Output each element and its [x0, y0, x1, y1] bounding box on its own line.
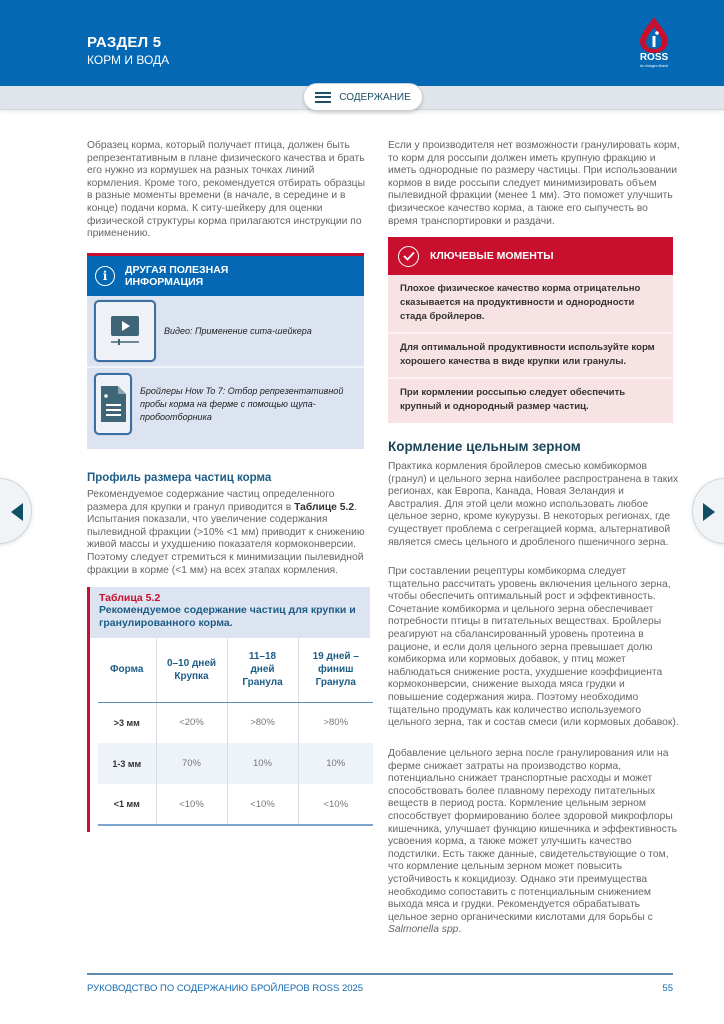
table-number: Таблица 5.2: [99, 592, 161, 604]
whole-grain-paragraph-2: При составлении рецептуры комбикорма следует тщательно рассчитать уровень включения цельного зерна, чтобы обеспечить оптимальный рост и эффективность. Сочетание комбикорма и цельного зерна обеспечивает потребности птицы в питательных веществах. Бройлеры реагируют на сбалансированный уровень протеина в рационе, и если доля цельного зерна превышает долю комбикорма или кормовых добавок, у птиц может наблюдаться снижение роста, ухудшение коэффициента кормоконверсии, снижение выхода мяса грудки и повышение содержания жира. Поэтому необходимо тщательно продумать как количество используемого цельного зерна, так и состав смеси (или кормовых добавок).: [388, 566, 679, 729]
key-points-title: КЛЮЧЕВЫЕ МОМЕНТЫ: [430, 250, 554, 262]
section-number: РАЗДЕЛ 5: [87, 34, 162, 51]
cell: 10%: [298, 743, 373, 784]
ross-logo: [632, 16, 676, 76]
toc-label: СОДЕРЖАНИЕ: [339, 91, 411, 103]
table-reference: Таблице 5.2: [294, 501, 355, 513]
footer-divider: [87, 973, 673, 975]
header-form: Форма: [98, 638, 156, 702]
row-form: <1 мм: [98, 784, 156, 825]
triangle-left-icon: [11, 503, 23, 521]
table-row: [98, 743, 373, 784]
info-icon: i: [95, 266, 115, 286]
table-of-contents-button[interactable]: [303, 83, 423, 111]
video-icon: [94, 300, 156, 362]
logo-wordmark: ROSS: [639, 52, 669, 63]
particle-profile-paragraph: [87, 489, 371, 577]
intro-paragraph-left: Образец корма, который получает птица, должен быть репрезентативным в плане физического качества и брать его нужно из кормушек на разных точках линий кормления. Кроме того, рекомендуется отбирать образцы в разные моменты времени (в начале, в середине и в конце) подачи корма. К ситу-шейкеру для оценки физической структуры корма прилагаются инструкции по применению.: [87, 140, 365, 240]
header-0-10: 0–10 дней Крупка: [156, 638, 227, 702]
ross-drop-icon: [632, 16, 676, 54]
cell: <10%: [227, 784, 298, 825]
menu-icon: [315, 92, 331, 103]
paragraph-3-end: .: [458, 924, 462, 936]
cell: >80%: [227, 702, 298, 743]
row-form: >3 мм: [113, 717, 140, 728]
logo-subtitle: An Aviagen Brand: [640, 64, 668, 68]
section-header: [0, 0, 724, 86]
whole-grain-heading: Кормление цельным зерном: [388, 439, 581, 454]
whole-grain-paragraph-3: [388, 748, 680, 937]
table-header-row: [98, 638, 373, 702]
triangle-right-icon: [703, 503, 715, 521]
table-row: [98, 784, 373, 825]
document-icon: [94, 373, 132, 435]
profile-text-continued: . Испытания показали, что увеличение содержания пылевидной фракции (>10% <1 мм) приводит к снижению живой массы и ухудшению показателя кормоконверсии. Поэтому следует стремиться к минимизации пылевидной фракции в корме (<1 мм) на всех этапах кормления.: [87, 501, 365, 576]
cell: <10%: [156, 784, 227, 825]
key-point: Плохое физическое качество корма отрицательно сказывается на продуктивности и однородности стада бройлеров.: [388, 275, 673, 334]
intro-paragraph-right: Если у производителя нет возможности гранулировать корм, то корм для россыпи должен иметь крупную фракцию и иметь однородные по размеру частицы. При использовании кормов в виде россыпи следует минимизировать объем пылевидной фракции (менее 1 мм). Это поможет улучшить физическое качество корма, а также его сыпучесть во время транспортировки и раздачи.: [388, 140, 680, 227]
key-point: Для оптимальной продуктивности используйте корм хорошего качества в виде крупки или гранулы.: [388, 334, 673, 379]
check-circle-icon: [398, 246, 419, 267]
profile-text: Рекомендуемое содержание частиц определенного размера для крупки и гранул приводится в: [87, 489, 335, 513]
paragraph-3-text: Добавление цельного зерна после гранулирования или на ферме снижает затраты на производство корма, потенциально снижает транспортные расходы и может способствовать более плавному переходу питательных веществ в период роста. Кормление цельным зерном способствует формированию более здоровой микрофлоры кишечника, улучшает функцию кишечника и эффективность усвоения корма, а также может улучшить качество подстилки. Есть также данные, свидетельствующие о том, что кормление цельным зерном может повысить устойчивость к кокцидиозу. Однако эти преимущества необходимо сопоставить с потенциальным снижением выхода мяса и грудки. Рекомендуется обрабатывать цельное зерно органическими кислотами для борьбы с: [388, 748, 677, 923]
cell: <10%: [298, 784, 373, 825]
key-points-header: [388, 237, 673, 275]
row-form: 1-3 мм: [98, 743, 156, 784]
header-11-18: 11–18 дней Гранула: [227, 638, 298, 702]
key-points-box: [388, 237, 673, 423]
useful-info-box: [87, 253, 364, 449]
resource-label-document: Бройлеры How To 7: Отбор репрезентативной пробы корма на ферме с помощью щупа- пробоотборника: [140, 385, 344, 422]
table-caption: [90, 587, 370, 638]
resource-label-video: Видео: Применение сита-шейкера: [164, 325, 312, 336]
page-number: 55: [662, 983, 673, 994]
section-name: КОРМ И ВОДА: [87, 53, 170, 67]
useful-info-title: ДРУГАЯ ПОЛЕЗНАЯ ИНФОРМАЦИЯ: [125, 264, 229, 288]
cell: <20%: [156, 702, 227, 743]
particle-size-table: [98, 638, 373, 826]
useful-info-header: [87, 256, 364, 296]
cell: 10%: [227, 743, 298, 784]
resource-link-document[interactable]: [87, 368, 364, 440]
resource-link-video[interactable]: [87, 296, 364, 368]
cell: 70%: [156, 743, 227, 784]
footer-title: РУКОВОДСТВО ПО СОДЕРЖАНИЮ БРОЙЛЕРОВ ROSS 2025: [87, 983, 364, 994]
cell: >80%: [298, 702, 373, 743]
key-point: При кормлении россыпью следует обеспечить крупный и однородный размер частиц.: [400, 387, 626, 412]
previous-page-button[interactable]: [0, 478, 32, 544]
table-title: Рекомендуемое содержание частиц для крупки и гранулированного корма.: [99, 604, 356, 629]
header-19-finish: 19 дней – финиш Гранула: [298, 638, 373, 702]
table-row: [98, 702, 373, 743]
whole-grain-paragraph-1: Практика кормления бройлеров смесью комбикормов (гранул) и цельного зерна наиболее распространена в таких регионах, как Европа, Канада, Новая Зеландия и Австралия. Для этой цели можно использовать любое цельное зерно, кроме кукурузы. В некоторых регионах, где существует проблема с сегрегацией корма, альтернативой является смесь цельного и дробленого пшеничного зерна.: [388, 461, 679, 548]
next-page-button[interactable]: [692, 478, 724, 544]
particle-profile-heading: Профиль размера частиц корма: [87, 472, 272, 484]
particle-size-table-box: [87, 587, 370, 832]
salmonella-italic: Salmonella spp: [388, 924, 459, 936]
